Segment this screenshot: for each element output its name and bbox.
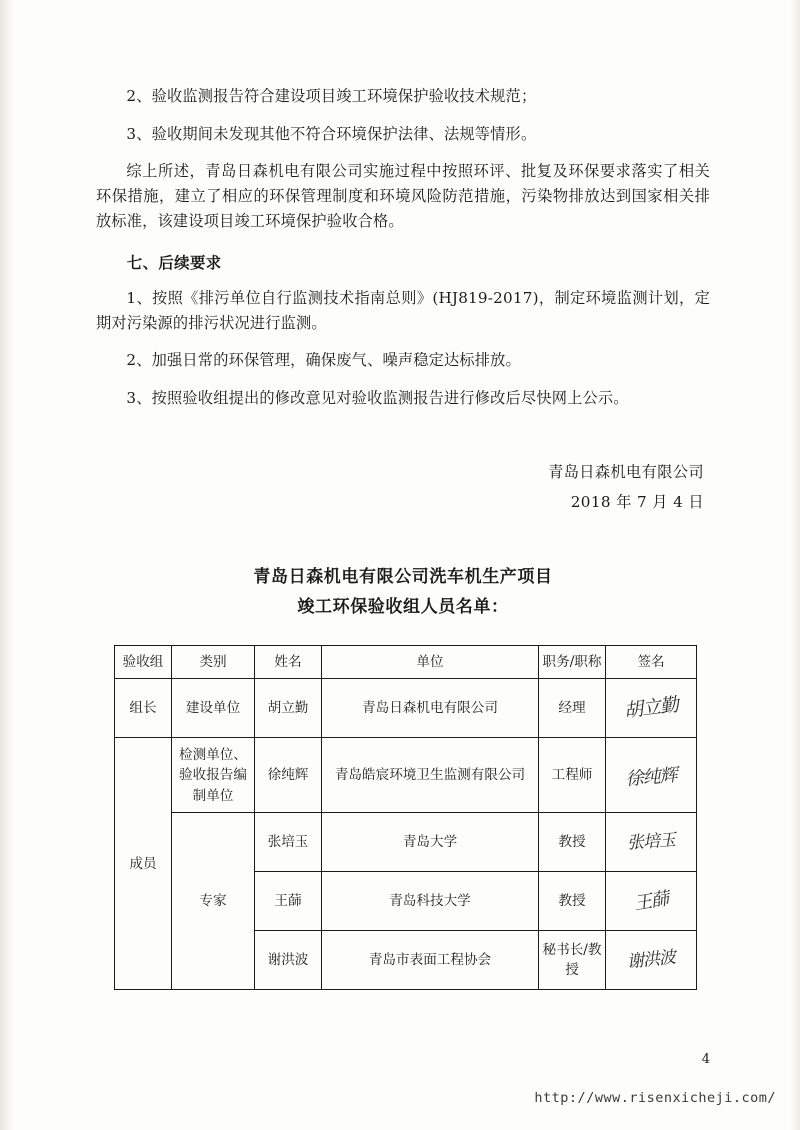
acceptance-group-roster-table: [114, 645, 697, 990]
handwritten-signature: 王蒒: [632, 888, 670, 915]
paragraph-summary: 综上所述，青岛日森机电有限公司实施过程中按照环评、批复及环保要求落实了相关环保措施，建立了相应的环保管理制度和环境风险防范措施，污染物排放达到国家相关排放标准，该建设项目竣工环境保护验收合格。: [96, 162, 710, 230]
column-header-title: 职务/职称: [539, 645, 606, 678]
column-header-org: 单位: [322, 645, 539, 678]
page-number: 4: [701, 1052, 710, 1067]
signature-block: [96, 457, 710, 518]
cell-name: 谢洪波: [255, 931, 322, 990]
cell-signature: [606, 679, 697, 738]
roster-title: [96, 563, 710, 623]
requirement-item-2: 2、加强日常的环保管理，确保废气、噪声稳定达标排放。: [126, 351, 521, 370]
requirement-item-1: 1、按照《排污单位自行监测技术指南总则》(HJ819-2017)，制定环境监测计划，定期对污染源的排污状况进行监测。: [96, 289, 710, 332]
cell-name: 王蒒: [255, 872, 322, 931]
signature-date: 2018 年 7 月 4 日: [570, 493, 704, 512]
cell-signature: [606, 813, 697, 872]
table-row: [115, 813, 697, 872]
cell-name: 张培玉: [255, 813, 322, 872]
cell-title: 经理: [539, 679, 606, 738]
cell-signature: [606, 931, 697, 990]
table-row: [115, 738, 697, 813]
handwritten-signature: 张培玉: [626, 829, 676, 854]
requirement-item-3: 3、按照验收组提出的修改意见对验收监测报告进行修改后尽快网上公示。: [126, 389, 629, 407]
scan-edge-right: [790, 0, 800, 1130]
cell-title: 秘书长/教授: [539, 931, 606, 990]
watermark-url: http://www.risenxicheji.com/: [534, 1090, 776, 1106]
column-header-signature: 签名: [606, 645, 697, 678]
roster-title-line-1: 青岛日森机电有限公司洗车机生产项目: [253, 567, 553, 588]
cell-signature: [606, 872, 697, 931]
table-row: [115, 679, 697, 738]
cell-title: 教授: [539, 872, 606, 931]
handwritten-signature: 谢洪波: [626, 947, 676, 973]
handwritten-signature: 徐纯辉: [624, 764, 678, 791]
cell-name: 胡立勤: [255, 679, 322, 738]
column-header-name: 姓名: [255, 645, 322, 678]
cell-type: 检测单位、验收报告编制单位: [172, 738, 255, 813]
scan-edge-left: [0, 0, 14, 1130]
column-header-group: 验收组: [115, 645, 172, 678]
section-heading-follow-up: 七、后续要求: [126, 254, 222, 273]
column-header-type: 类别: [172, 645, 255, 678]
document-body: [96, 84, 710, 990]
table-header-row: [115, 645, 697, 678]
cell-group: 组长: [115, 679, 172, 738]
cell-org: 青岛市表面工程协会: [322, 931, 539, 990]
cell-type: 建设单位: [172, 679, 255, 738]
paragraph-item-3: 3、验收期间未发现其他不符合环境保护法律、法规等情形。: [126, 124, 537, 143]
signature-company: 青岛日森机电有限公司: [548, 462, 704, 481]
cell-title: 教授: [539, 813, 606, 872]
roster-title-line-2: 竣工环保验收组人员名单：: [297, 597, 509, 618]
cell-group: 成员: [115, 738, 172, 990]
cell-org: 青岛皓宸环境卫生监测有限公司: [322, 738, 539, 813]
cell-org: 青岛科技大学: [322, 872, 539, 931]
cell-name: 徐纯辉: [255, 738, 322, 813]
cell-org: 青岛日森机电有限公司: [322, 679, 539, 738]
paragraph-item-2: 2、验收监测报告符合建设项目竣工环境保护验收技术规范；: [126, 87, 537, 105]
handwritten-signature: 胡立勤: [622, 693, 680, 723]
cell-org: 青岛大学: [322, 813, 539, 872]
cell-type: 专家: [172, 813, 255, 990]
cell-signature: [606, 738, 697, 813]
cell-title: 工程师: [539, 738, 606, 813]
